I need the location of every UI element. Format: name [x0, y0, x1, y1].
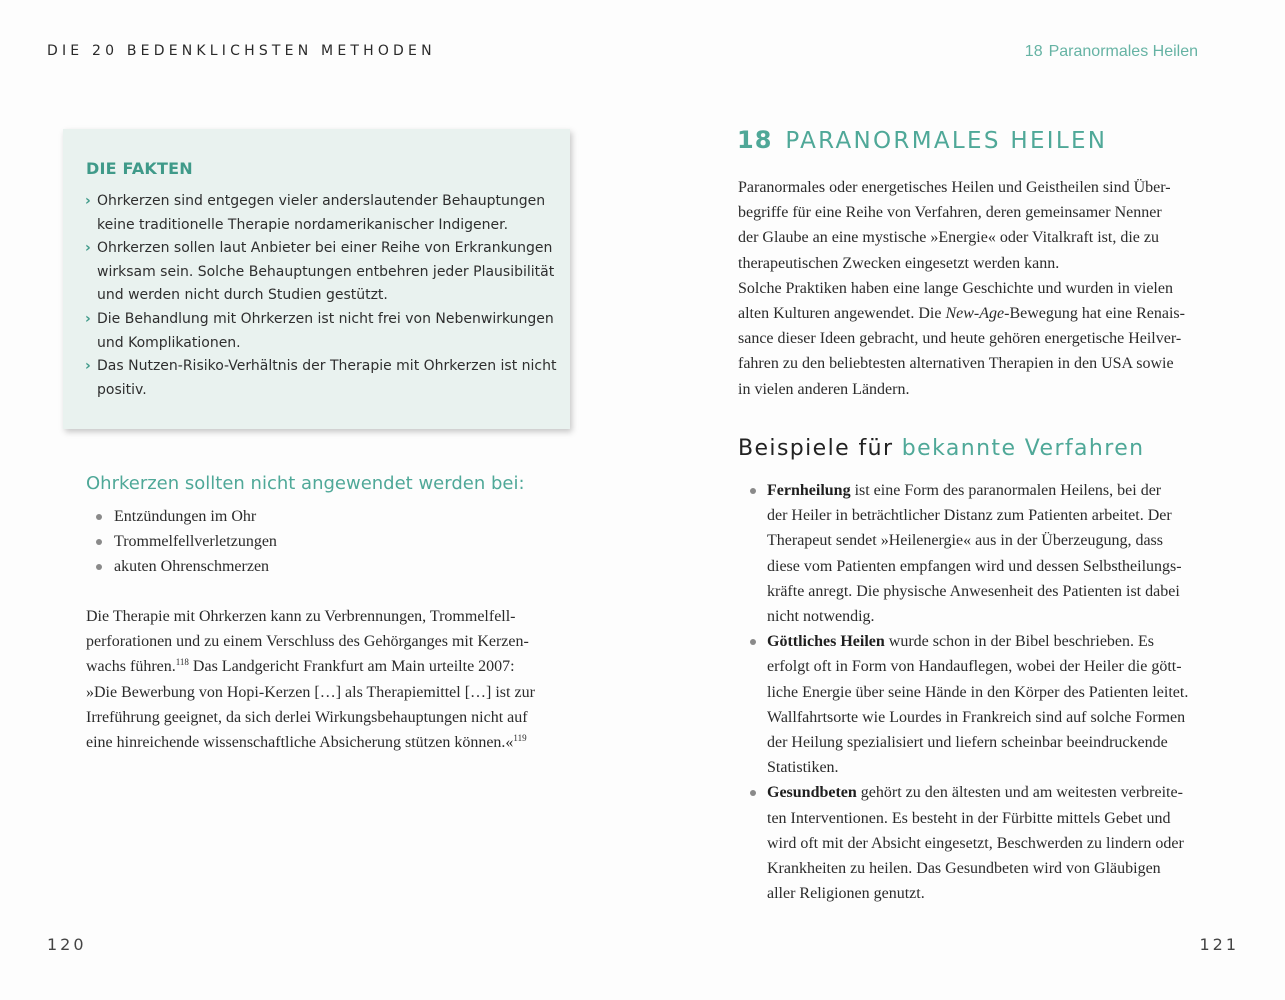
footnote-ref: 119 [513, 733, 527, 744]
list-item: Göttliches Heilen wurde schon in der Bibel beschrieben. Es erfolgt oft in Form von Handauflegen, wobei der Heiler die gött- liche Energie über seine Hände in den Körper des Patienten leitet. Wallfahrtsorte wie Lourdes in Frankreich sind auf solche Formen der Heilung spezialisiert und liefern scheinbar beeindruckende Statistiken. [750, 629, 1188, 780]
fact-list [86, 190, 556, 402]
list-item: Gesundbeten gehört zu den ältesten und am weitesten verbreite- ten Interventionen. Es besteht in der Fürbitte mittels Gebet und wird oft mit der Absicht eingesetzt, Beschwerden zu lindern oder Krankheiten zu heilen. Das Gesundbeten wird von Gläubigen aller Religionen genutzt. [750, 780, 1188, 906]
list-item: Fernheilung ist eine Form des paranormalen Heilens, bei der der Heiler in beträchtlicher Distanz zum Patienten arbeitet. Der Therapeut sendet »Heilenergie« aus in der Überzeugung, dass diese vom Patienten empfangen wird und dessen Selbstheilungs- kräfte anregt. Die physische Anwesenheit des Patienten ist dabei nicht notwendig. [750, 478, 1188, 629]
chapter-heading [737, 126, 1107, 154]
contraindications-list [96, 504, 277, 580]
chevron-right-icon: › [85, 193, 91, 209]
page-number-right: 121 [1199, 935, 1239, 954]
intro-paragraph: Paranormales oder energetisches Heilen und Geistheilen sind Über- begriffe für eine Reihe von Verfahren, deren gemeinsamer Nenner der Glaube an eine mystische »Energie« oder Vitalkraft ist, die zu therapeutischen Zwecken eingesetzt werden kann. Solche Praktiken haben eine lange Geschichte und wurden in vielen alten Kulturen angewendet. Die New-Age-Bewegung hat eine Renais- sance dieser Ideen gebracht, und heute gehören energetische Heilver- fahren zu den beliebtesten alternativen Therapien in den USA sowie in vielen anderen Ländern. [738, 179, 1185, 398]
running-header-right [1025, 43, 1198, 61]
bullet-dot-icon [96, 514, 102, 520]
bullet-dot-icon [750, 488, 756, 494]
running-header-chapter-number: 18 [1024, 43, 1043, 60]
left-body-paragraph: Die Therapie mit Ohrkerzen kann zu Verbrennungen, Trommelfell- perforationen und zu einem Verschluss des Gehörganges mit Kerzen- wachs führen.$^{118}$ Das Landgericht Frankfurt am Main urteilte 2007: »Die Bewerbung von Hopi-Kerzen […] als Therapiemittel […] ist zur Irreführung geeignet, da sich derlei Wirkungsbehauptungen nicht auf eine hinreichende wissenschaftliche Absicherung stützen können.«$^{119}$ [86, 608, 535, 752]
fact-box-title: DIE FAKTEN [86, 159, 193, 178]
running-header-chapter-title: Paranormales Heilen [1048, 43, 1198, 60]
fact-item: › Ohrkerzen sind entgegen vieler anderslautender Behauptungen keine traditionelle Therapie nordamerikanischer Indigener. [86, 190, 556, 237]
list-item: Trommelfellverletzungen [96, 529, 277, 554]
contraindications-heading: Ohrkerzen sollten nicht angewendet werden bei: [86, 473, 525, 494]
section-heading: Beispiele für bekannte Verfahren [738, 436, 1145, 461]
bullet-dot-icon [750, 790, 756, 796]
footnote-ref: 118 [175, 657, 189, 668]
fact-item: › Das Nutzen-Risiko-Verhältnis der Therapie mit Ohrkerzen ist nicht positiv. [86, 355, 556, 402]
running-header-left: DIE 20 BEDENKLICHSTEN METHODEN [47, 43, 436, 59]
bullet-dot-icon [96, 539, 102, 545]
bullet-dot-icon [96, 564, 102, 570]
fact-item: › Die Behandlung mit Ohrkerzen ist nicht frei von Nebenwirkungen und Komplikationen. [86, 308, 556, 355]
fact-box [63, 129, 570, 429]
bullet-dot-icon [750, 639, 756, 645]
list-item: Entzündungen im Ohr [96, 504, 277, 529]
page-number-left: 120 [47, 935, 87, 954]
list-item: akuten Ohrenschmerzen [96, 554, 277, 579]
chapter-number: 18 [737, 126, 773, 154]
chevron-right-icon: › [85, 358, 91, 375]
chevron-right-icon: › [85, 310, 91, 327]
examples-list [750, 478, 1188, 906]
chevron-right-icon: › [85, 240, 91, 257]
chapter-title: PARANORMALES HEILEN [785, 128, 1108, 154]
fact-item: › Ohrkerzen sollen laut Anbieter bei einer Reihe von Erkrankungen wirksam sein. Solche Behauptungen entbehren jeder Plausibilität und werden nicht durch Studien gestützt. [86, 237, 556, 308]
